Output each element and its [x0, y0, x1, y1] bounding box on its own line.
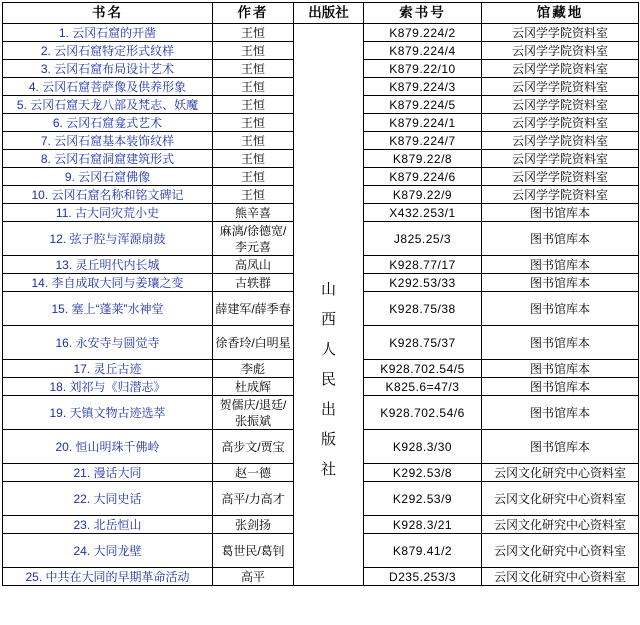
book-title: 14. 李自成取大同与姜瓖之变	[3, 274, 213, 292]
book-title: 11. 古大同灾荒小史	[3, 204, 213, 222]
book-location: 图书馆库本	[482, 222, 639, 256]
book-location: 图书馆库本	[482, 430, 639, 464]
book-author: 王恒	[213, 24, 294, 42]
book-call-number: K879.22/10	[364, 60, 482, 78]
book-author: 王恒	[213, 186, 294, 204]
book-call-number: K879.224/1	[364, 114, 482, 132]
book-author: 贺儒庆/退廷/张振斌	[213, 396, 294, 430]
book-title: 15. 塞上“蓬莱”水神堂	[3, 292, 213, 326]
book-author: 薛建军/薛季春	[213, 292, 294, 326]
publisher-cell	[294, 24, 364, 586]
book-location: 云冈文化研究中心资料室	[482, 568, 639, 586]
book-location: 云冈学学院资料室	[482, 132, 639, 150]
book-call-number: J825.25/3	[364, 222, 482, 256]
publisher-char: 版	[320, 430, 336, 448]
book-title: 22. 大同史话	[3, 482, 213, 516]
book-author: 张剑扬	[213, 516, 294, 534]
book-author: 麻漓/徐德宽/李元喜	[213, 222, 294, 256]
book-call-number: K879.224/4	[364, 42, 482, 60]
book-location: 云冈学学院资料室	[482, 60, 639, 78]
book-author: 高凤山	[213, 256, 294, 274]
header-publisher: 出版社	[294, 3, 364, 24]
book-location: 图书馆库本	[482, 360, 639, 378]
book-author: 高平	[213, 568, 294, 586]
book-title: 16. 永安寺与圆觉寺	[3, 326, 213, 360]
book-title: 19. 天镇文物古迹选萃	[3, 396, 213, 430]
header-title: 书名	[3, 3, 213, 24]
book-author: 王恒	[213, 132, 294, 150]
book-title: 4. 云冈石窟菩萨像及供养形象	[3, 78, 213, 96]
book-title: 21. 漫话大同	[3, 464, 213, 482]
book-call-number: K928.3/21	[364, 516, 482, 534]
book-author: 王恒	[213, 42, 294, 60]
book-location: 图书馆库本	[482, 396, 639, 430]
table-body	[3, 24, 639, 586]
header-callno: 索书号	[364, 3, 482, 24]
publisher-char: 出	[320, 400, 336, 418]
book-location: 云冈学学院资料室	[482, 96, 639, 114]
book-call-number: K928.75/38	[364, 292, 482, 326]
book-location: 云冈学学院资料室	[482, 24, 639, 42]
book-call-number: K928.3/30	[364, 430, 482, 464]
book-title: 7. 云冈石窟基本装饰纹样	[3, 132, 213, 150]
book-call-number: K292.53/8	[364, 464, 482, 482]
book-location: 云冈学学院资料室	[482, 150, 639, 168]
book-author: 王恒	[213, 114, 294, 132]
book-title: 12. 弦子腔与浑源扇鼓	[3, 222, 213, 256]
book-title: 6. 云冈石窟龛式艺术	[3, 114, 213, 132]
table-row	[3, 24, 639, 42]
book-call-number: K292.53/33	[364, 274, 482, 292]
book-title: 1. 云冈石窟的开凿	[3, 24, 213, 42]
book-call-number: K928.75/37	[364, 326, 482, 360]
book-title: 23. 北岳恒山	[3, 516, 213, 534]
book-call-number: K879.224/5	[364, 96, 482, 114]
book-call-number: K928.702.54/5	[364, 360, 482, 378]
book-author: 王恒	[213, 150, 294, 168]
book-title: 20. 恒山明珠千佛岭	[3, 430, 213, 464]
book-location: 图书馆库本	[482, 326, 639, 360]
book-call-number: K879.224/7	[364, 132, 482, 150]
publisher-char: 西	[320, 310, 336, 328]
book-title: 2. 云冈石窟特定形式纹样	[3, 42, 213, 60]
book-call-number: K292.53/9	[364, 482, 482, 516]
publisher-char: 山	[320, 280, 336, 298]
book-call-number: K879.22/9	[364, 186, 482, 204]
book-author: 高步文/贾宝	[213, 430, 294, 464]
header-author: 作者	[213, 3, 294, 24]
book-title: 18. 刘祁与《归潜志》	[3, 378, 213, 396]
book-location: 图书馆库本	[482, 274, 639, 292]
header-row	[3, 3, 639, 24]
book-location: 图书馆库本	[482, 204, 639, 222]
book-author: 赵一德	[213, 464, 294, 482]
book-author: 高平/力高才	[213, 482, 294, 516]
book-author: 徐香玲/白明星	[213, 326, 294, 360]
book-call-number: K879.224/6	[364, 168, 482, 186]
book-location: 图书馆库本	[482, 378, 639, 396]
book-author: 王恒	[213, 78, 294, 96]
book-location: 图书馆库本	[482, 292, 639, 326]
book-location: 云冈文化研究中心资料室	[482, 464, 639, 482]
book-location: 图书馆库本	[482, 256, 639, 274]
publisher-vertical-text	[294, 132, 363, 478]
book-location: 云冈学学院资料室	[482, 168, 639, 186]
book-catalog-table	[2, 2, 639, 586]
book-title: 24. 大同龙壁	[3, 534, 213, 568]
book-call-number: K928.77/17	[364, 256, 482, 274]
book-location: 云冈学学院资料室	[482, 42, 639, 60]
book-author: 熊辛喜	[213, 204, 294, 222]
book-author: 古轶群	[213, 274, 294, 292]
book-author: 杜成辉	[213, 378, 294, 396]
book-title: 10. 云冈石窟名称和铭文碑记	[3, 186, 213, 204]
book-call-number: K879.224/3	[364, 78, 482, 96]
publisher-char: 人	[320, 340, 336, 358]
book-call-number: D235.253/3	[364, 568, 482, 586]
book-author: 王恒	[213, 60, 294, 78]
book-title: 9. 云冈石窟佛像	[3, 168, 213, 186]
book-author: 王恒	[213, 168, 294, 186]
book-title: 25. 中共在大同的早期革命活动	[3, 568, 213, 586]
book-call-number: K879.224/2	[364, 24, 482, 42]
book-call-number: K879.22/8	[364, 150, 482, 168]
book-title: 3. 云冈石窟布局设计艺术	[3, 60, 213, 78]
book-call-number: K879.41/2	[364, 534, 482, 568]
book-author: 葛世民/葛钊	[213, 534, 294, 568]
book-location: 云冈学学院资料室	[482, 186, 639, 204]
book-title: 5. 云冈石窟天龙八部及梵志、妖魔	[3, 96, 213, 114]
book-title: 17. 灵丘古迹	[3, 360, 213, 378]
book-call-number: X432.253/1	[364, 204, 482, 222]
book-author: 李彪	[213, 360, 294, 378]
book-title: 8. 云冈石窟洞窟建筑形式	[3, 150, 213, 168]
book-location: 云冈文化研究中心资料室	[482, 534, 639, 568]
book-location: 云冈文化研究中心资料室	[482, 482, 639, 516]
book-author: 王恒	[213, 96, 294, 114]
publisher-char: 社	[320, 460, 336, 478]
book-location: 云冈学学院资料室	[482, 78, 639, 96]
book-location: 云冈文化研究中心资料室	[482, 516, 639, 534]
publisher-char: 民	[320, 370, 336, 388]
book-call-number: K928.702.54/6	[364, 396, 482, 430]
header-location: 馆藏地	[482, 3, 639, 24]
book-call-number: K825.6=47/3	[364, 378, 482, 396]
book-location: 云冈学学院资料室	[482, 114, 639, 132]
book-title: 13. 灵丘明代内长城	[3, 256, 213, 274]
